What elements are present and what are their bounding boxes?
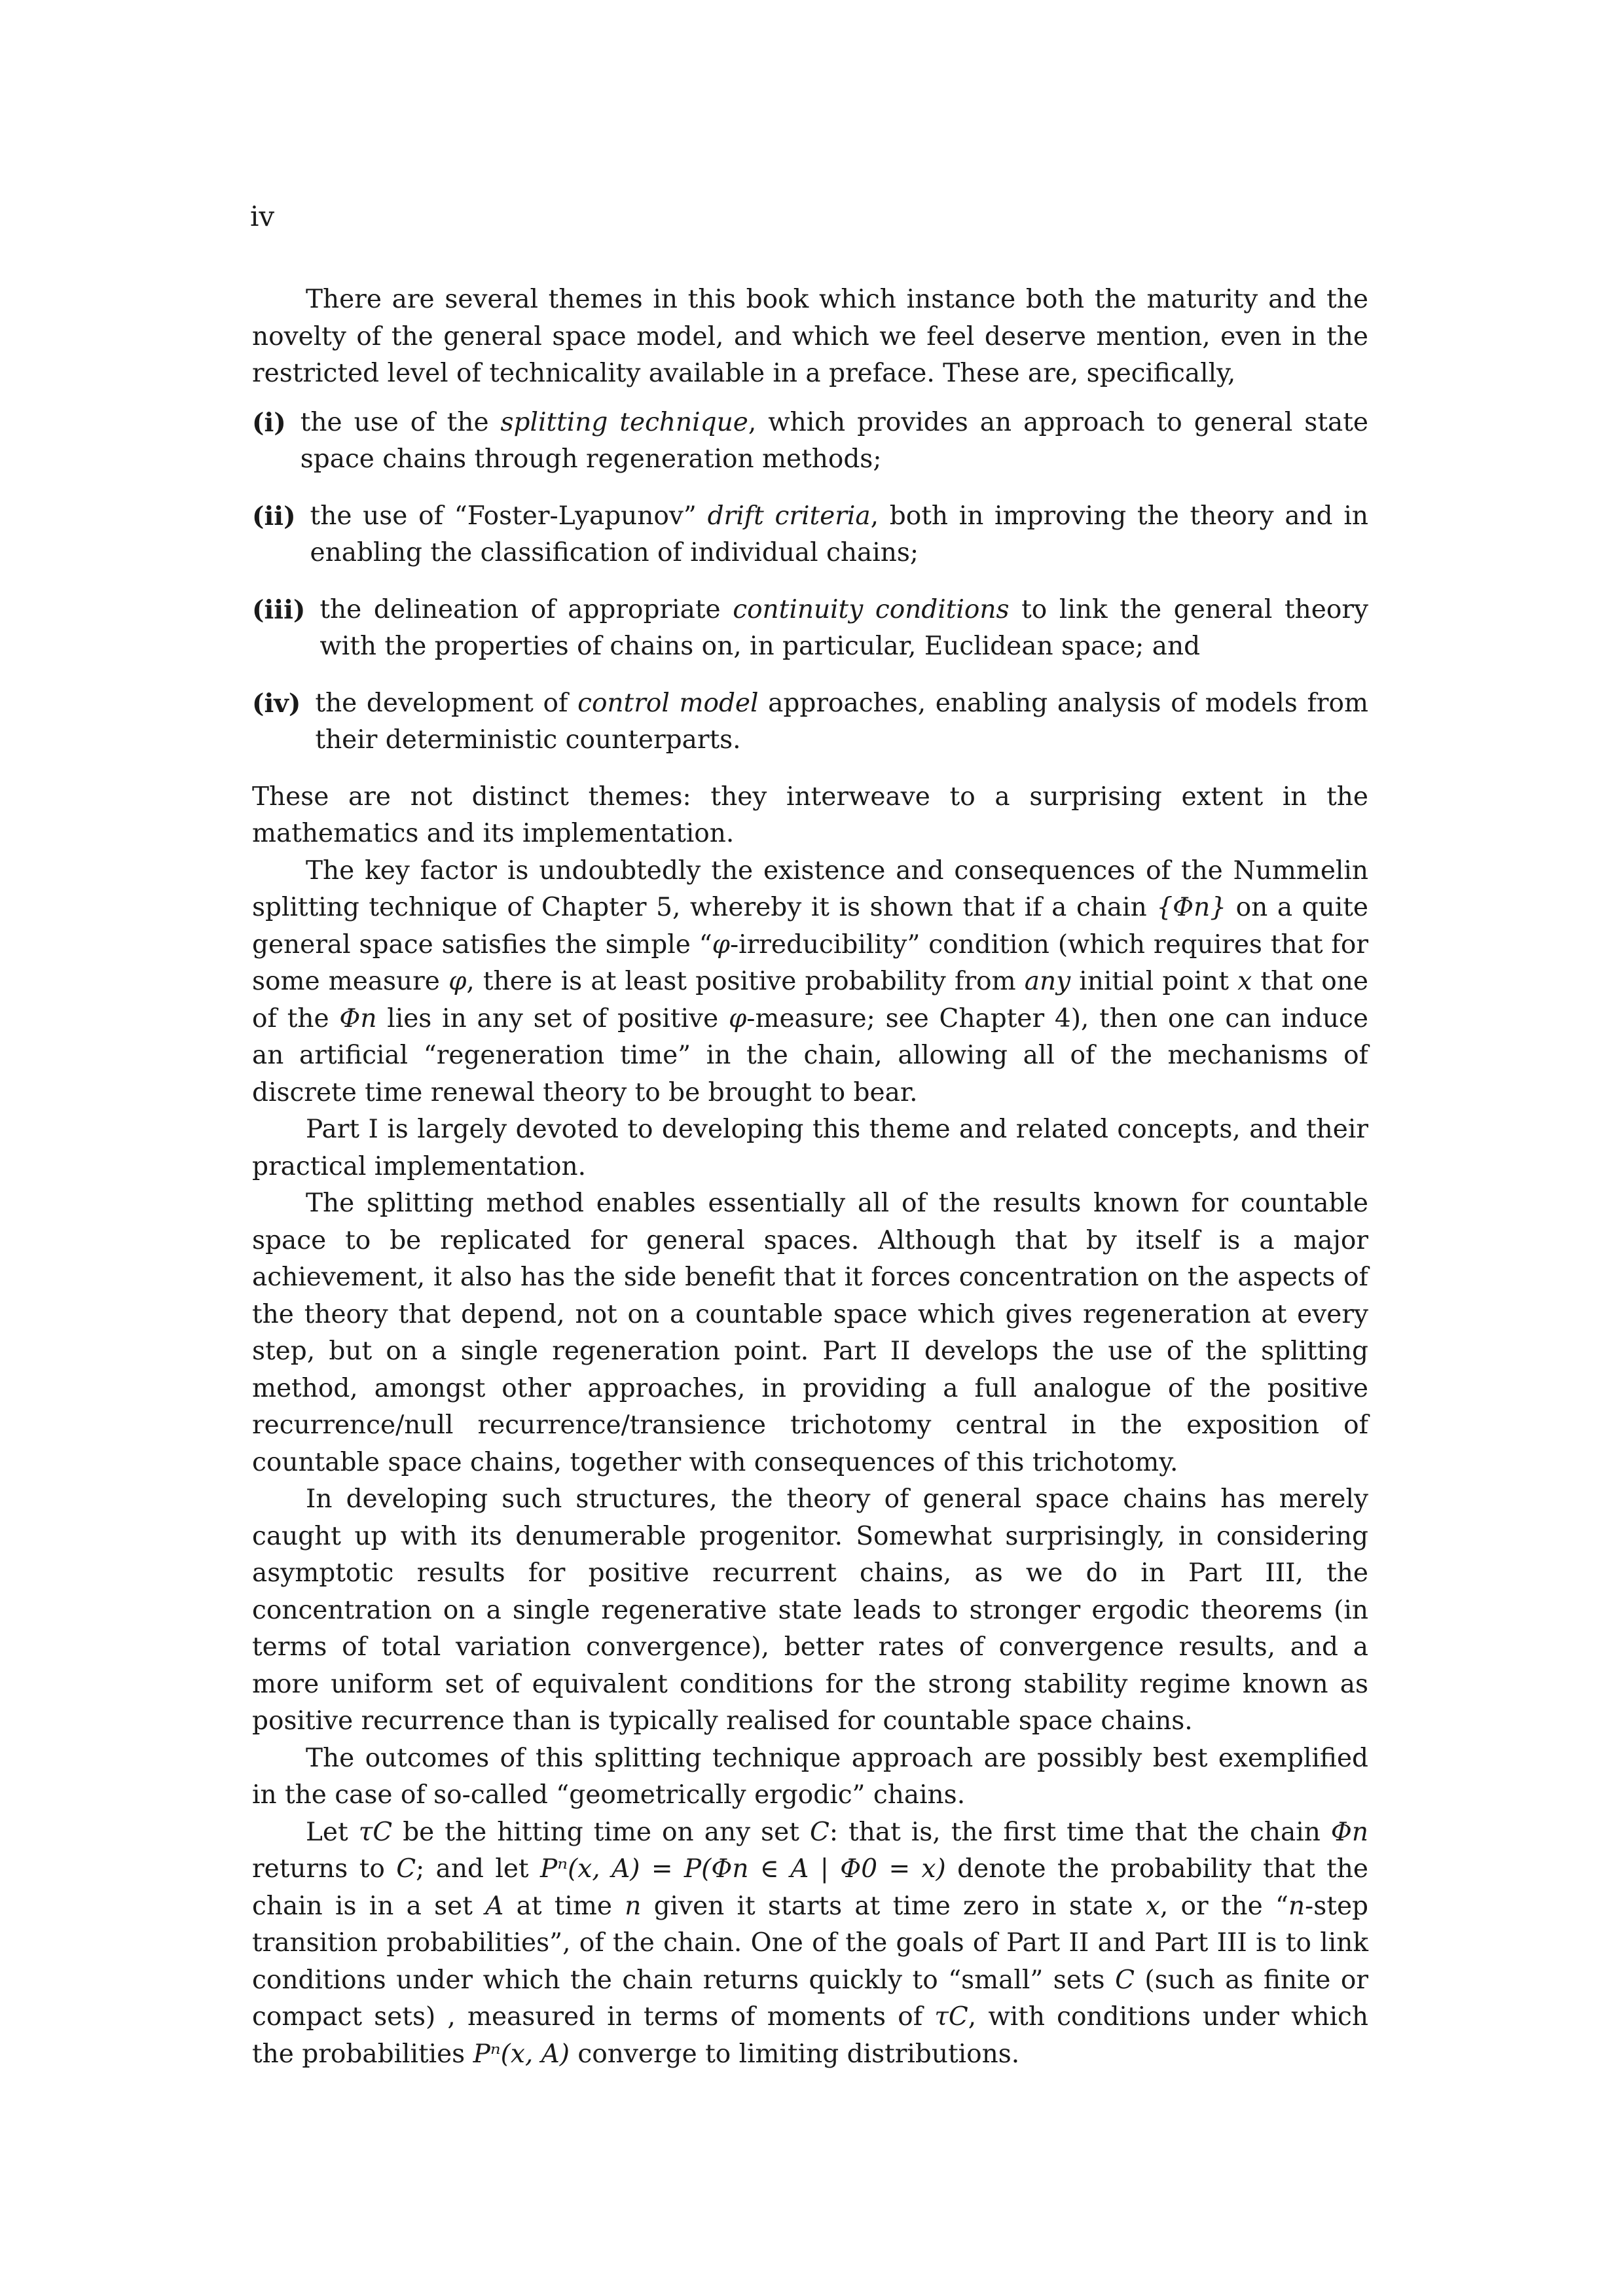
theme-marker: (i) (252, 407, 286, 438)
text-run: (such as finite or compact sets) , measured in terms of moments of (252, 1965, 1369, 2032)
theme-text (319, 592, 1368, 666)
theme-text-end: , both in improving the theory and in enabling the classification of individual chains; (310, 501, 1368, 567)
hitting-time-paragraph (252, 1814, 1368, 2073)
text-run: -step transition probabilities”, of the chain. One of the goals of Part II and Part III is to link conditions under which the chain returns quickly to “small” sets (252, 1891, 1368, 1995)
theme-text-end: to link the general theory with the properties of chains on, in particular, Euclidean space; and (319, 594, 1368, 661)
text-run: , or the “ (1159, 1891, 1288, 1921)
nummelin-paragraph (252, 853, 1368, 1112)
math-n: n (625, 1891, 642, 1921)
math-tau-c: τC (934, 2002, 968, 2032)
text-run: given it starts at time zero in state (641, 1891, 1146, 1921)
theme-marker: (iii) (252, 594, 306, 625)
theme-emphasis: drift criteria (707, 501, 871, 531)
theme-text (310, 498, 1368, 572)
text-run: -irreducibility” condition (which requires that for some measure (252, 929, 1368, 996)
developing-paragraph: In developing such structures, the theory of general space chains has merely caught up with its denumerable progenitor. Somewhat surprisingly, in considering asymptotic results for positive recurrent chains, as we do in Part III, the concentration on a single regenerative state leads to stronger ergodic theorems (in terms of total variation convergence), better rates of convergence results, and a more uniform set of equivalent conditions for the strong stability regime known as positive recurrence than is typically realised for countable space chains. (252, 1484, 1368, 1736)
theme-text-start: the delineation of appropriate (319, 594, 733, 624)
theme-emphasis: continuity conditions (733, 594, 1010, 624)
math-a: A (485, 1891, 504, 1921)
math-phi: φ (728, 1003, 747, 1033)
text-run: : that is, the first time that the chain (829, 1817, 1331, 1847)
theme-item-ii (252, 498, 1368, 572)
math-c: C (809, 1817, 830, 1847)
outcomes-paragraph: The outcomes of this splitting technique approach are possibly best exemplified in the case of so-called “geometrically ergodic” chains. (252, 1743, 1368, 1810)
text-run: The key factor is undoubtedly the existence and consequences of the Nummelin splitting technique of Chapter 5, whereby it is shown that if a chain (252, 855, 1368, 922)
text-run: converge to limiting distributions. (570, 2039, 1020, 2069)
theme-text (301, 404, 1368, 478)
text-run: at time (503, 1891, 625, 1921)
preface-body (252, 281, 1368, 2073)
theme-text-end: approaches, enabling analysis of models from their deterministic counterparts. (315, 688, 1368, 755)
theme-item-iv (252, 685, 1368, 759)
math-chain: {Φn} (1156, 893, 1227, 922)
text-run: ; and let (416, 1854, 541, 1884)
theme-text-start: the development of (315, 688, 578, 718)
part-one-paragraph: Part I is largely devoted to developing this theme and related concepts, and their practical implementation. (252, 1115, 1368, 1181)
splitting-paragraph: The splitting method enables essentially all of the results known for countable space to be replicated for general spaces. Although that by itself is a major achievement, it also has the side benefit that it forces concentration on the aspects of the theory that depend, not on a countable space which gives regeneration at every step, but on a single regeneration point. Part II develops the use of the splitting method, amongst other approaches, in providing a full analogue of the positive recurrence/null recurrence/transience trichotomy central in the exposition of countable space chains, together with consequences of this trichotomy. (252, 1189, 1368, 1477)
math-transition-formula: Pⁿ(x, A) = P(Φn ∈ A | Φ0 = x) (540, 1854, 946, 1884)
text-run: that one of the (252, 967, 1368, 1033)
text-run: be the hitting time on any set (392, 1817, 810, 1847)
theme-marker: (ii) (252, 501, 296, 531)
emphasis-any: any (1024, 967, 1071, 996)
math-phi: φ (448, 967, 467, 996)
text-run: on a quite general space satisfies the simple “ (252, 893, 1368, 960)
theme-emphasis: control model (577, 688, 759, 718)
math-tau-c: τC (358, 1817, 393, 1847)
after-list-paragraph: These are not distinct themes: they interweave to a surprising extent in the mathematics and its implementation. (252, 781, 1368, 848)
text-run: returns to (252, 1854, 397, 1884)
text-run: , with conditions under which the probabilities (252, 2002, 1369, 2069)
text-run: initial point (1070, 967, 1238, 996)
theme-item-i (252, 404, 1368, 478)
text-run: denote the probability that the chain is in a set (252, 1854, 1369, 1921)
theme-marker: (iv) (252, 688, 301, 719)
math-x: x (1145, 1891, 1160, 1921)
math-c: C (396, 1854, 416, 1884)
math-n: n (1288, 1891, 1305, 1921)
math-phi-n: Φn (339, 1003, 377, 1033)
math-phi: φ (712, 929, 730, 960)
text-run: , there is at least positive probability from (466, 967, 1025, 996)
text-run: -measure; see Chapter 4), then one can induce an artificial “regeneration time” in the chain, allowing all of the mechanisms of discrete time renewal theory to be brought to bear. (252, 1003, 1368, 1107)
math-c: C (1115, 1965, 1135, 1995)
page-number: iv (250, 200, 275, 232)
intro-paragraph: There are several themes in this book which instance both the maturity and the novelty of the general space model, and which we feel deserve mention, even in the restricted level of technicality available in a preface. These are, specifically, (252, 285, 1368, 388)
theme-text-start: the use of “Foster-Lyapunov” (310, 501, 708, 531)
theme-item-iii (252, 592, 1368, 666)
math-phi-n: Φn (1330, 1817, 1368, 1847)
math-pn: Pⁿ(x, A) (473, 2039, 570, 2069)
theme-text (315, 685, 1368, 759)
text-run: lies in any set of positive (376, 1003, 729, 1033)
theme-emphasis: splitting technique (500, 407, 748, 437)
theme-text-start: the use of the (300, 407, 501, 437)
math-x: x (1237, 967, 1252, 996)
text-run: Let (306, 1817, 359, 1847)
theme-text-end: , which provides an approach to general state space chains through regeneration methods; (300, 407, 1368, 474)
themes-list (252, 404, 1368, 759)
